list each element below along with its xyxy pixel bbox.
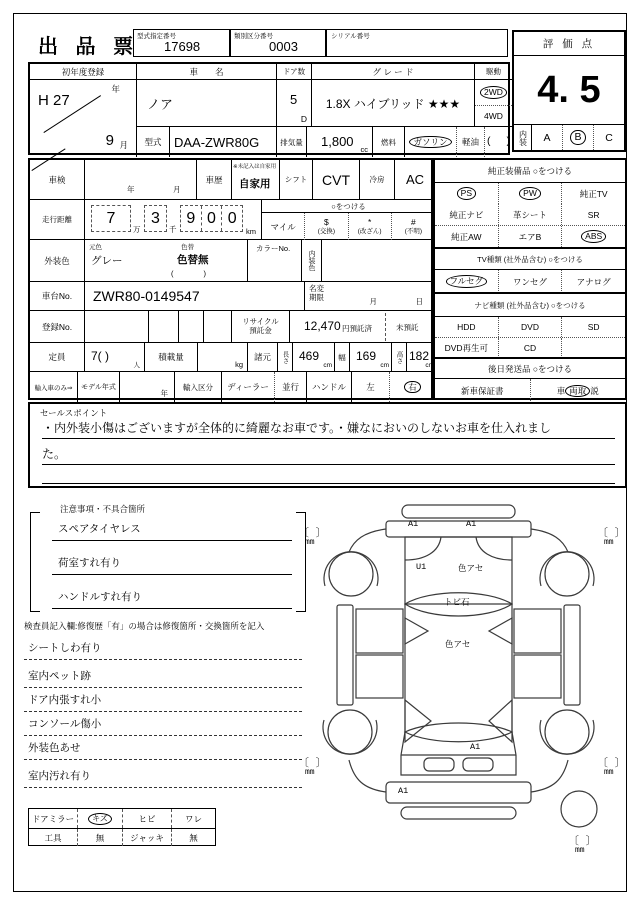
chassis-value: ZWR80-0149547: [85, 282, 305, 310]
equip-tv: 純正TV: [579, 188, 608, 199]
displacement-label: 排気量: [277, 127, 307, 157]
odo-exchange: $ (交換): [305, 213, 348, 240]
recycle-suffix: 円預託済: [342, 324, 372, 333]
mirror-kizu-selected: キズ: [78, 809, 123, 828]
interior-a: A: [532, 125, 563, 150]
row-shaken: [30, 160, 431, 200]
model-value: DAA-ZWR80G: [170, 127, 277, 157]
fuel-diesel: 軽油: [457, 127, 485, 157]
odo-rest-box: 9 0 0: [180, 205, 243, 232]
fuel-gasoline-selected: ガソリン: [405, 127, 457, 157]
tv-block: [435, 247, 625, 292]
first-reg-header: 初年度登録: [30, 64, 137, 80]
navi-empty: [562, 338, 625, 358]
class-code-value: 0003: [269, 39, 298, 54]
model-year-cell: [120, 372, 175, 402]
sales-point-box: [28, 402, 627, 488]
interior-color-cell: [322, 240, 435, 281]
note-line: ハンドルすれ有り: [52, 586, 292, 609]
shaken-month-unit: 月: [173, 185, 181, 194]
color-change-label: 色替: [181, 244, 194, 251]
height-value: 182: [409, 349, 430, 363]
length-label: 長さ: [278, 343, 293, 371]
note-line: 荷室すれ有り: [52, 552, 292, 575]
mirror-tool-table: [28, 808, 216, 846]
recycle-label: リサイクル 預託金: [232, 311, 290, 342]
registration-box-2: [179, 311, 204, 342]
tread-mm-front-right: mm: [604, 538, 614, 547]
width-unit: cm: [380, 362, 389, 369]
equip-sr: SR: [587, 209, 600, 220]
later-warranty: 新車保証書: [435, 379, 531, 403]
inspector-line: 室内汚れ有り: [24, 765, 302, 788]
interior-color-label: 内装色: [302, 240, 322, 281]
row-chassis: [30, 282, 431, 311]
handle-left: 左: [352, 372, 390, 402]
month-value: 9: [105, 132, 114, 149]
drive-2wd-selected: 2WD: [475, 80, 512, 106]
equip-ps-selected: PS: [435, 183, 499, 204]
orig-color-label: 元色: [89, 244, 102, 251]
damage-a1-front-right: A1: [466, 519, 477, 529]
genuine-header: 純正装備品 ○をつける: [435, 160, 625, 183]
odo-tamper: * (改ざん): [349, 213, 392, 240]
paren-open: (: [487, 135, 491, 147]
color-cell: [85, 240, 248, 281]
navi-sd: SD: [587, 322, 600, 332]
damage-a1-rear-bumper: A1: [398, 786, 409, 796]
capacity-value: 7( ): [91, 349, 109, 363]
recycle-value: 12,470: [304, 319, 341, 333]
inspector-header: 検査員記入欄:修復歴「有」の場合は修復箇所・交換箇所を記入: [24, 621, 265, 631]
tread-mm-front-left: mm: [305, 538, 315, 547]
displacement-cell: [307, 127, 373, 157]
navi-dvd: DVD: [499, 317, 563, 337]
color-no-cell: [248, 240, 302, 281]
row-registration: [30, 311, 431, 343]
equip-navi: 純正ナビ: [435, 204, 499, 225]
load-unit: kg: [235, 360, 243, 369]
equipment-column: [433, 158, 627, 400]
model-code-value: 17698: [164, 39, 201, 54]
damage-a1-rear: A1: [470, 742, 481, 752]
fuel-paren-cell: [485, 127, 512, 157]
serial-box: [326, 29, 508, 57]
color-label: 外装色: [30, 240, 85, 281]
shift-label: シフト: [280, 160, 313, 199]
damage-a1-front-left: A1: [408, 519, 419, 529]
odometer-label: 走行距離: [30, 200, 85, 239]
name-change-month: 月: [369, 297, 377, 306]
odo-circle-note: ○をつける: [262, 200, 435, 213]
inspector-line: 外装色あせ: [24, 737, 302, 760]
chassis-label: 車台No.: [30, 282, 85, 310]
serial-label: シリアル番号: [331, 33, 370, 40]
name-change-cell: [305, 282, 435, 310]
genuine-block: [435, 160, 625, 247]
tv-header: TV種類 (社外品含む) ○をつける: [435, 249, 625, 270]
equip-aw: 純正AW: [435, 226, 499, 247]
ac-value: AC: [405, 172, 425, 187]
score-label: 評 価 点: [514, 32, 624, 56]
notes-bracket-left: [30, 512, 40, 612]
row-capacity: [30, 343, 434, 372]
width-label: 幅: [335, 343, 350, 371]
registration-box-3: [204, 311, 232, 342]
handle-label: ハンドル: [307, 372, 352, 402]
first-reg-cell: [30, 80, 137, 157]
navi-block: [435, 292, 625, 357]
capacity-value-cell: [85, 343, 145, 371]
tv-analog: アナログ: [576, 276, 611, 287]
sales-point-label: セールスポイント: [40, 408, 108, 418]
recycle-none: 未預託: [396, 323, 419, 332]
score-value: 4. 5: [537, 68, 601, 111]
doors-sub: D: [300, 114, 307, 124]
notes-header: 注意事項・不具合箇所: [60, 504, 146, 514]
recycle-divider: [385, 313, 386, 341]
tool-none: 無: [78, 829, 123, 846]
row-color: [30, 240, 431, 282]
grade-header: グ レ ー ド: [312, 64, 475, 80]
import-type-label: 輸入区分: [175, 372, 222, 402]
history-note: ※未記入は自家用: [233, 164, 277, 170]
shaken-year-unit: 年: [127, 185, 135, 194]
grade-cell: 1.8X ハイブリッド ★★★: [312, 80, 475, 127]
history-cell: [232, 160, 280, 199]
sales-line-3: [42, 470, 615, 484]
drive-header: 駆動: [475, 64, 512, 80]
model-year-unit: 年: [160, 389, 168, 398]
height-label: 高さ: [392, 343, 407, 371]
detail-table: [28, 158, 433, 400]
row-odometer: [30, 200, 431, 240]
shaken-label: 車検: [30, 160, 85, 199]
note-line: スペアタイヤレス: [52, 518, 292, 541]
name-change-label: 名変期限: [309, 284, 324, 302]
car-name-header: 車 名: [137, 64, 277, 80]
model-code-label: 型式指定番号: [137, 33, 176, 40]
load-label: 積載量: [145, 343, 198, 371]
equip-airb: エアB: [499, 226, 563, 247]
history-value: 自家用: [239, 178, 271, 190]
displacement-unit: cc: [360, 145, 368, 154]
tool-label: 工具: [29, 829, 78, 846]
interior-label: 内装: [514, 125, 532, 150]
class-code-label: 類別区分番号: [234, 33, 273, 40]
tv-oneseg: ワンセグ: [499, 270, 563, 293]
mirror-label: ドアミラー: [29, 809, 78, 828]
mirror-ware: ワレ: [184, 813, 202, 824]
shaken-date-cell: [85, 160, 197, 199]
car-damage-diagram: [298, 492, 640, 892]
doors-header: ドア数: [277, 64, 312, 80]
color-change-paren: ( ): [171, 269, 206, 278]
sales-line-1: ・内外装小傷はございますが全体的に綺麗なお車です。・嫌なにおいのしないお車を仕入れまし: [42, 418, 615, 439]
later-header: 後日発送品 ○をつける: [435, 359, 625, 379]
odo-man-unit: 万: [133, 225, 141, 234]
damage-hood-fade: 色アセ: [458, 564, 484, 574]
class-code-box: [230, 29, 326, 57]
length-cell: [293, 343, 335, 371]
height-cell: [407, 343, 435, 371]
model-code-box: [133, 29, 230, 57]
history-label: 車歴: [197, 160, 232, 199]
navi-cd: CD: [499, 338, 563, 358]
navi-hdd: HDD: [435, 317, 499, 337]
tread-bracket-front-right: 〔 〕: [597, 528, 626, 540]
registration-label: 登録No.: [30, 311, 85, 342]
car-name-cell: ノア: [137, 80, 277, 127]
jack-label: ジャッキ: [123, 829, 172, 846]
height-unit: cm: [425, 362, 434, 369]
orig-color-value: グレー: [91, 255, 123, 267]
load-cell: [198, 343, 248, 371]
width-cell: [350, 343, 392, 371]
recycle-value-cell: [290, 311, 435, 342]
fuel-label: 燃料: [373, 127, 405, 157]
shift-value: CVT: [313, 160, 360, 199]
tread-bracket-front-left: 〔 〕: [298, 528, 327, 540]
damage-u1-hood: U1: [416, 562, 427, 572]
spec-label: 諸元: [248, 343, 278, 371]
import-dealer: ディーラー: [222, 372, 275, 402]
damage-windshield-stone: トビ石: [444, 598, 470, 608]
odo-unknown: # (不明): [404, 217, 423, 235]
info-table: [28, 62, 510, 155]
ac-label: 冷房: [360, 160, 395, 199]
later-block: [435, 357, 625, 402]
navi-header: ナビ種類 (社外品含む) ○をつける: [435, 294, 625, 317]
displacement-value: 1,800: [321, 134, 354, 149]
inspector-line: コンソール傷小: [24, 713, 302, 736]
capacity-label: 定員: [30, 343, 85, 371]
month-unit: 月: [119, 140, 128, 150]
color-no-label: カラーNo.: [256, 244, 291, 253]
later-manual-selected: 車 両取 説: [556, 385, 599, 396]
score-box: [512, 30, 626, 152]
name-change-day: 日: [415, 297, 423, 306]
tread-mm-rear-right: mm: [604, 768, 614, 777]
jack-none: 無: [189, 832, 198, 843]
width-value: 169: [356, 349, 377, 363]
odo-flag-row: [262, 213, 435, 240]
tread-bracket-rear-left: 〔 〕: [298, 758, 327, 770]
equip-pw-selected: PW: [499, 183, 563, 204]
doors-value: 5: [290, 92, 298, 107]
import-label: 輸入車のみ⇒: [30, 372, 78, 402]
sales-line-2: た。: [42, 444, 615, 465]
drive-4wd: 4WD: [475, 106, 512, 127]
tread-bracket-spare: 〔 〕: [568, 836, 597, 848]
navi-dvdplay: DVD再生可: [435, 338, 499, 358]
length-unit: cm: [323, 362, 332, 369]
tv-fullseg-selected: フルセグ: [435, 270, 499, 293]
era-year-value: H 27: [38, 92, 70, 109]
tread-mm-spare: mm: [575, 846, 585, 855]
inspector-line: シートしわ有り: [24, 637, 302, 660]
tread-bracket-rear-right: 〔 〕: [597, 758, 626, 770]
interior-c: C: [605, 131, 613, 144]
inspector-line: ドア内張すれ小: [24, 689, 302, 712]
inspector-line: 室内ペット跡: [24, 665, 302, 688]
odometer-cell: [85, 200, 262, 239]
odo-sen-box: 3: [144, 205, 167, 232]
interior-grade-row: [514, 124, 624, 150]
doors-cell: [277, 80, 312, 127]
year-unit: 年: [111, 84, 120, 94]
capacity-unit: 人: [133, 362, 140, 369]
interior-b-selected: B: [563, 125, 594, 150]
equip-leather: 革シート: [499, 204, 563, 225]
handle-right-selected: 右: [390, 372, 435, 402]
odo-mile: マイル: [262, 213, 305, 240]
odo-man-box: 7: [91, 205, 131, 232]
damage-roof-fade: 色アセ: [445, 640, 471, 650]
tread-mm-rear-left: mm: [305, 768, 315, 777]
mirror-hibi: ヒビ: [123, 809, 172, 828]
equip-abs-selected: ABS: [562, 226, 625, 247]
color-change-value: 色替無: [177, 254, 209, 266]
paren-close: ): [506, 135, 510, 147]
length-value: 469: [299, 349, 320, 363]
registration-empty: [85, 311, 149, 342]
odo-sen-unit: 千: [169, 225, 177, 234]
row-import: [30, 372, 431, 402]
registration-box-1: [149, 311, 179, 342]
import-parallel: 並行: [275, 372, 307, 402]
model-year-label: モデル年式: [78, 372, 120, 402]
model-label: 型式: [137, 127, 170, 157]
odo-km: km: [246, 227, 256, 236]
page-title: 出 品 票: [38, 36, 140, 58]
